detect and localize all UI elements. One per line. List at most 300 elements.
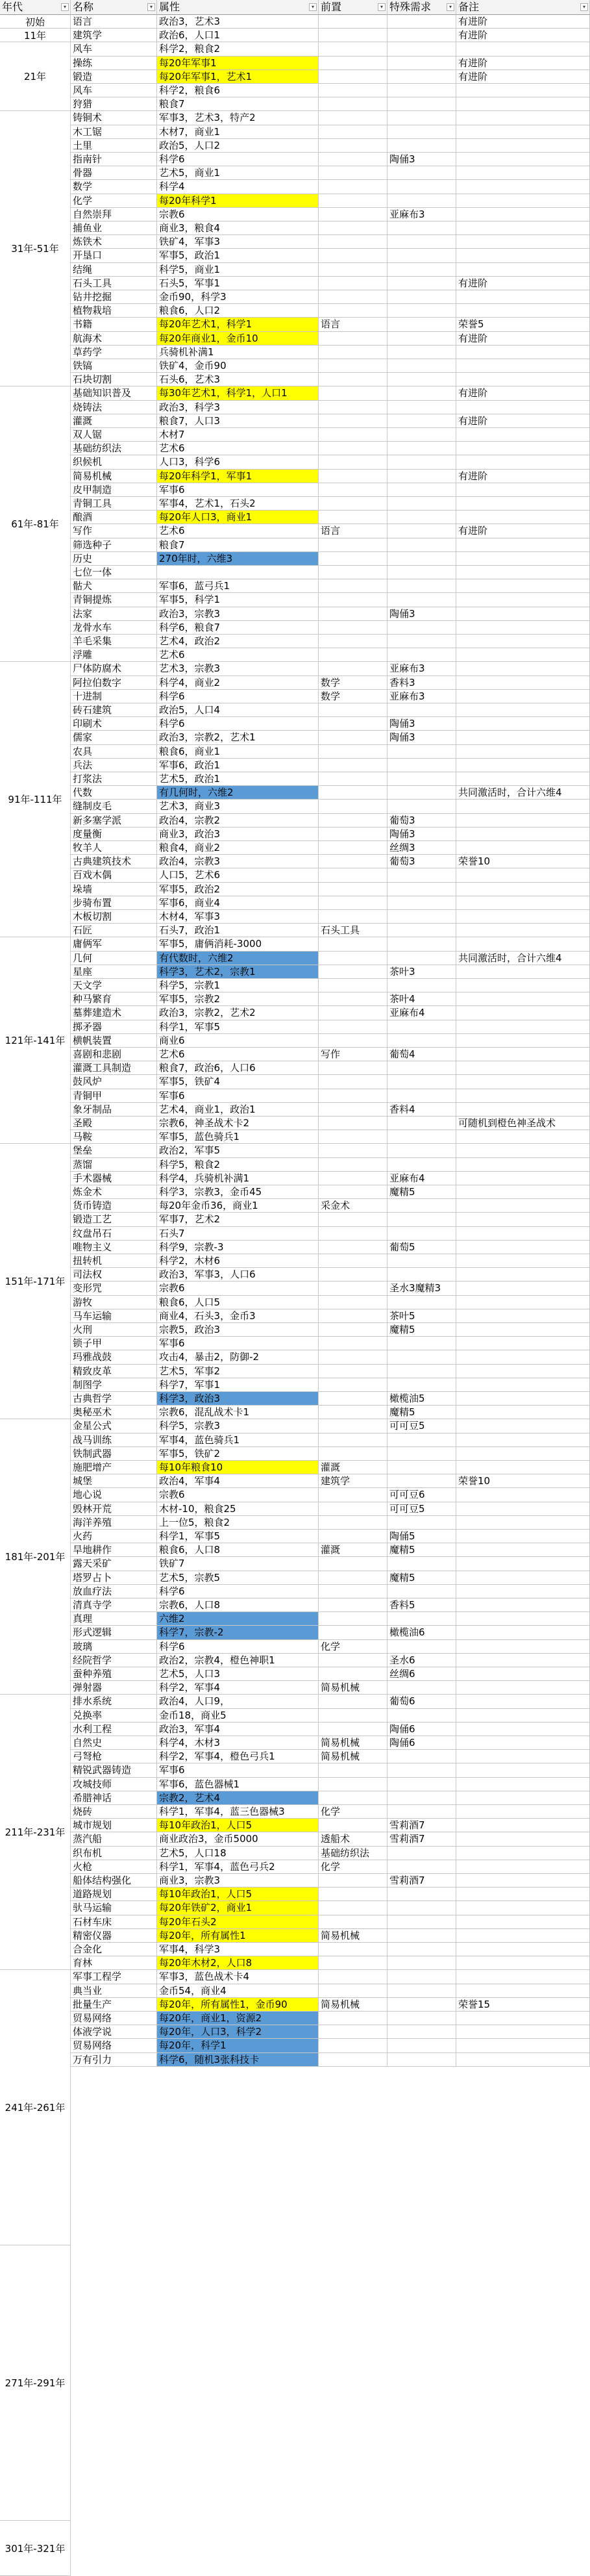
name-cell[interactable]: 清真寺学 [71, 1598, 157, 1612]
note-cell[interactable] [456, 1791, 590, 1805]
prerequisite-cell[interactable] [319, 263, 387, 277]
attribute-cell[interactable]: 每20年科学1，军事1 [157, 470, 319, 483]
attribute-cell[interactable]: 宗教6 [157, 208, 319, 221]
note-cell[interactable] [456, 538, 590, 552]
name-cell[interactable]: 放血疗法 [71, 1585, 157, 1598]
name-cell[interactable]: 玛雅战鼓 [71, 1350, 157, 1364]
name-cell[interactable]: 货币铸造 [71, 1199, 157, 1213]
name-cell[interactable]: 变形咒 [71, 1282, 157, 1295]
special-requirement-cell[interactable] [387, 800, 456, 813]
name-cell[interactable]: 皮甲制造 [71, 483, 157, 497]
name-cell[interactable]: 经院哲学 [71, 1654, 157, 1667]
note-cell[interactable] [456, 1350, 590, 1364]
note-cell[interactable] [456, 1571, 590, 1585]
prerequisite-cell[interactable] [319, 470, 387, 483]
special-requirement-cell[interactable]: 橄榄油5 [387, 1392, 456, 1406]
prerequisite-cell[interactable] [319, 111, 387, 125]
attribute-cell[interactable]: 科学2，木材6 [157, 1254, 319, 1268]
special-requirement-cell[interactable] [387, 346, 456, 359]
attribute-cell[interactable]: 每20年铁矿2，商业1 [157, 1901, 319, 1915]
prerequisite-cell[interactable] [319, 97, 387, 111]
attribute-cell[interactable]: 金币18，商业5 [157, 1709, 319, 1723]
attribute-cell[interactable]: 政治5，人口4 [157, 703, 319, 717]
name-cell[interactable]: 锻造 [71, 70, 157, 84]
special-requirement-cell[interactable] [387, 924, 456, 937]
attribute-cell[interactable]: 军事6，政治1 [157, 759, 319, 772]
note-cell[interactable] [456, 1888, 590, 1901]
header-era[interactable] [0, 0, 71, 15]
attribute-cell[interactable]: 科学5，粮食2 [157, 1158, 319, 1172]
attribute-cell[interactable]: 军事6，蓝色器械1 [157, 1778, 319, 1791]
prerequisite-cell[interactable]: 数学 [319, 676, 387, 690]
special-requirement-cell[interactable] [387, 772, 456, 786]
special-requirement-cell[interactable] [387, 70, 456, 84]
note-cell[interactable] [456, 180, 590, 194]
special-requirement-cell[interactable] [387, 703, 456, 717]
attribute-cell[interactable]: 每20年金币36，商业1 [157, 1199, 319, 1213]
note-cell[interactable] [456, 648, 590, 662]
prerequisite-cell[interactable] [319, 1103, 387, 1117]
note-cell[interactable] [456, 1406, 590, 1419]
prerequisite-cell[interactable] [319, 166, 387, 180]
prerequisite-cell[interactable] [319, 511, 387, 524]
special-requirement-cell[interactable] [387, 57, 456, 70]
attribute-cell[interactable]: 政治3，艺术3 [157, 15, 319, 29]
prerequisite-cell[interactable] [319, 1227, 387, 1241]
prerequisite-cell[interactable]: 写作 [319, 1048, 387, 1061]
prerequisite-cell[interactable] [319, 1502, 387, 1516]
name-cell[interactable]: 玻璃 [71, 1640, 157, 1654]
special-requirement-cell[interactable] [387, 579, 456, 593]
special-requirement-cell[interactable]: 香料5 [387, 1598, 456, 1612]
attribute-cell[interactable]: 宗教6，混乱战术卡1 [157, 1406, 319, 1419]
note-cell[interactable] [456, 607, 590, 621]
era-cell[interactable]: 初始 [0, 15, 71, 29]
name-cell[interactable]: 羊毛采集 [71, 635, 157, 648]
special-requirement-cell[interactable] [387, 304, 456, 318]
note-cell[interactable] [456, 1778, 590, 1791]
note-cell[interactable] [456, 483, 590, 497]
name-cell[interactable]: 战马训练 [71, 1433, 157, 1447]
prerequisite-cell[interactable]: 化学 [319, 1805, 387, 1819]
name-cell[interactable]: 结绳 [71, 263, 157, 277]
prerequisite-cell[interactable]: 化学 [319, 1860, 387, 1874]
special-requirement-cell[interactable]: 葡萄6 [387, 1695, 456, 1708]
prerequisite-cell[interactable] [319, 1915, 387, 1929]
prerequisite-cell[interactable] [319, 194, 387, 208]
special-requirement-cell[interactable] [387, 538, 456, 552]
special-requirement-cell[interactable] [387, 1158, 456, 1172]
prerequisite-cell[interactable] [319, 483, 387, 497]
prerequisite-cell[interactable] [319, 868, 387, 882]
name-cell[interactable]: 军事工程学 [71, 1970, 157, 1984]
note-cell[interactable] [456, 1763, 590, 1777]
special-requirement-cell[interactable] [387, 125, 456, 139]
filter-dropdown-icon[interactable]: ▾ [580, 3, 588, 11]
special-requirement-cell[interactable] [387, 414, 456, 428]
attribute-cell[interactable]: 军事4，蓝色骑兵1 [157, 1433, 319, 1447]
special-requirement-cell[interactable]: 茶叶3 [387, 965, 456, 979]
attribute-cell[interactable]: 政治2，军事5 [157, 1144, 319, 1157]
prerequisite-cell[interactable] [319, 635, 387, 648]
attribute-cell[interactable]: 科学6，粮食7 [157, 621, 319, 635]
name-cell[interactable]: 新多塞学派 [71, 814, 157, 827]
attribute-cell[interactable]: 粮食4，商业2 [157, 841, 319, 855]
prerequisite-cell[interactable]: 化学 [319, 1640, 387, 1654]
attribute-cell[interactable]: 每20年军事1，艺术1 [157, 70, 319, 84]
note-cell[interactable] [456, 1378, 590, 1392]
prerequisite-cell[interactable]: 石头工具 [319, 924, 387, 937]
attribute-cell[interactable]: 科学1，军事5 [157, 1020, 319, 1034]
prerequisite-cell[interactable] [319, 401, 387, 414]
attribute-cell[interactable]: 科学4，兵骑机补满1 [157, 1172, 319, 1185]
special-requirement-cell[interactable] [387, 1020, 456, 1034]
special-requirement-cell[interactable] [387, 1915, 456, 1929]
name-cell[interactable]: 筛选种子 [71, 538, 157, 552]
special-requirement-cell[interactable] [387, 1778, 456, 1791]
attribute-cell[interactable]: 宗教6 [157, 1282, 319, 1295]
note-cell[interactable] [456, 1323, 590, 1337]
name-cell[interactable]: 灌溉 [71, 414, 157, 428]
attribute-cell[interactable]: 科学4，商业2 [157, 676, 319, 690]
attribute-cell[interactable]: 科学6 [157, 717, 319, 731]
prerequisite-cell[interactable] [319, 15, 387, 29]
special-requirement-cell[interactable] [387, 442, 456, 455]
prerequisite-cell[interactable] [319, 125, 387, 139]
note-cell[interactable] [456, 717, 590, 731]
name-cell[interactable]: 七位一体 [71, 566, 157, 579]
attribute-cell[interactable]: 科学1，军事4，蓝三色器械3 [157, 1805, 319, 1819]
special-requirement-cell[interactable]: 可可豆5 [387, 1419, 456, 1433]
special-requirement-cell[interactable] [387, 1585, 456, 1598]
prerequisite-cell[interactable] [319, 42, 387, 56]
name-cell[interactable]: 锻造工艺 [71, 1213, 157, 1226]
name-cell[interactable]: 基础知识普及 [71, 386, 157, 400]
name-cell[interactable]: 尸体防腐术 [71, 662, 157, 676]
note-cell[interactable] [456, 1020, 590, 1034]
attribute-cell[interactable]: 政治4，宗教2 [157, 814, 319, 827]
prerequisite-cell[interactable] [319, 2025, 387, 2039]
special-requirement-cell[interactable] [387, 2025, 456, 2039]
name-cell[interactable]: 石材车床 [71, 1915, 157, 1929]
note-cell[interactable] [456, 745, 590, 759]
prerequisite-cell[interactable] [319, 455, 387, 469]
prerequisite-cell[interactable] [319, 2053, 387, 2067]
note-cell[interactable] [456, 511, 590, 524]
special-requirement-cell[interactable] [387, 635, 456, 648]
note-cell[interactable] [456, 346, 590, 359]
name-cell[interactable]: 自然史 [71, 1736, 157, 1750]
prerequisite-cell[interactable] [319, 841, 387, 855]
name-cell[interactable]: 城市规划 [71, 1819, 157, 1832]
attribute-cell[interactable]: 政治3，科学3 [157, 401, 319, 414]
special-requirement-cell[interactable]: 圣水3魔精3 [387, 1282, 456, 1295]
attribute-cell[interactable]: 科学6 [157, 1640, 319, 1654]
special-requirement-cell[interactable] [387, 621, 456, 635]
special-requirement-cell[interactable] [387, 249, 456, 262]
special-requirement-cell[interactable]: 亚麻布3 [387, 662, 456, 676]
name-cell[interactable]: 毁林开荒 [71, 1502, 157, 1516]
prerequisite-cell[interactable] [319, 235, 387, 249]
name-cell[interactable]: 龙骨水车 [71, 621, 157, 635]
special-requirement-cell[interactable] [387, 455, 456, 469]
prerequisite-cell[interactable] [319, 1185, 387, 1199]
attribute-cell[interactable]: 粮食7，政治6，人口6 [157, 1061, 319, 1075]
attribute-cell[interactable]: 石头7 [157, 1227, 319, 1241]
prerequisite-cell[interactable]: 基础纺织法 [319, 1847, 387, 1860]
special-requirement-cell[interactable] [387, 1709, 456, 1723]
name-cell[interactable]: 锁子甲 [71, 1337, 157, 1350]
prerequisite-cell[interactable] [319, 84, 387, 97]
name-cell[interactable]: 纹盘吊石 [71, 1227, 157, 1241]
attribute-cell[interactable]: 军事6，商业4 [157, 896, 319, 910]
special-requirement-cell[interactable] [387, 15, 456, 29]
attribute-cell[interactable]: 每20年商业1，金币10 [157, 332, 319, 346]
era-cell[interactable]: 211年-231年 [0, 1695, 71, 1970]
special-requirement-cell[interactable]: 葡萄4 [387, 1048, 456, 1061]
note-cell[interactable] [456, 455, 590, 469]
prerequisite-cell[interactable] [319, 428, 387, 442]
special-requirement-cell[interactable]: 亚麻布3 [387, 208, 456, 221]
name-cell[interactable]: 弓弩枪 [71, 1750, 157, 1763]
note-cell[interactable] [456, 194, 590, 208]
name-cell[interactable]: 贸易网络 [71, 2012, 157, 2025]
attribute-cell[interactable]: 艺术6 [157, 648, 319, 662]
note-cell[interactable] [456, 1488, 590, 1502]
note-cell[interactable] [456, 1943, 590, 1956]
prerequisite-cell[interactable] [319, 1585, 387, 1598]
attribute-cell[interactable]: 商业3，政治3 [157, 827, 319, 841]
name-cell[interactable]: 炼金术 [71, 1185, 157, 1199]
note-cell[interactable] [456, 221, 590, 235]
note-cell[interactable] [456, 1447, 590, 1461]
note-cell[interactable] [456, 42, 590, 56]
prerequisite-cell[interactable] [319, 979, 387, 992]
name-cell[interactable]: 海洋养殖 [71, 1516, 157, 1530]
name-cell[interactable]: 建筑学 [71, 29, 157, 42]
prerequisite-cell[interactable] [319, 772, 387, 786]
name-cell[interactable]: 铸铜术 [71, 111, 157, 125]
attribute-cell[interactable]: 军事5，政治2 [157, 883, 319, 896]
prerequisite-cell[interactable] [319, 1488, 387, 1502]
prerequisite-cell[interactable] [319, 1571, 387, 1585]
prerequisite-cell[interactable]: 建筑学 [319, 1474, 387, 1488]
era-cell[interactable]: 151年-171年 [0, 1144, 71, 1419]
name-cell[interactable]: 奥秘巫术 [71, 1406, 157, 1419]
prerequisite-cell[interactable] [319, 1557, 387, 1571]
note-cell[interactable] [456, 1296, 590, 1309]
special-requirement-cell[interactable] [387, 759, 456, 772]
note-cell[interactable] [456, 290, 590, 304]
note-cell[interactable] [456, 1075, 590, 1089]
name-cell[interactable]: 石头工具 [71, 277, 157, 290]
attribute-cell[interactable]: 科学4，木材3 [157, 1736, 319, 1750]
attribute-cell[interactable]: 粮食6，人口5 [157, 1296, 319, 1309]
attribute-cell[interactable]: 军事6 [157, 483, 319, 497]
note-cell[interactable] [456, 621, 590, 635]
era-cell[interactable]: 121年-141年 [0, 937, 71, 1144]
name-cell[interactable]: 书籍 [71, 318, 157, 331]
prerequisite-cell[interactable] [319, 1516, 387, 1530]
prerequisite-cell[interactable] [319, 346, 387, 359]
note-cell[interactable] [456, 1626, 590, 1639]
special-requirement-cell[interactable]: 魔精5 [387, 1543, 456, 1557]
note-cell[interactable] [456, 800, 590, 813]
name-cell[interactable]: 烧砖 [71, 1805, 157, 1819]
attribute-cell[interactable]: 军事5，蓝色骑兵1 [157, 1130, 319, 1144]
attribute-cell[interactable]: 每20年石头2 [157, 1915, 319, 1929]
prerequisite-cell[interactable] [319, 786, 387, 800]
note-cell[interactable] [456, 1681, 590, 1695]
prerequisite-cell[interactable] [319, 1695, 387, 1708]
prerequisite-cell[interactable] [319, 1006, 387, 1020]
attribute-cell[interactable]: 艺术3，宗教3 [157, 662, 319, 676]
prerequisite-cell[interactable] [319, 566, 387, 579]
special-requirement-cell[interactable] [387, 1268, 456, 1282]
note-cell[interactable] [456, 566, 590, 579]
name-cell[interactable]: 堡垒 [71, 1144, 157, 1157]
prerequisite-cell[interactable] [319, 249, 387, 262]
name-cell[interactable]: 地心说 [71, 1488, 157, 1502]
name-cell[interactable]: 砖石建筑 [71, 703, 157, 717]
attribute-cell[interactable]: 每30年艺术1，科学1，人口1 [157, 386, 319, 400]
name-cell[interactable]: 施肥增产 [71, 1461, 157, 1474]
name-cell[interactable]: 鼓风炉 [71, 1075, 157, 1089]
special-requirement-cell[interactable]: 陶俑6 [387, 1736, 456, 1750]
name-cell[interactable]: 露天采矿 [71, 1557, 157, 1571]
name-cell[interactable]: 精密仪器 [71, 1929, 157, 1943]
prerequisite-cell[interactable]: 语言 [319, 318, 387, 331]
note-cell[interactable] [456, 690, 590, 703]
special-requirement-cell[interactable]: 魔精5 [387, 1323, 456, 1337]
special-requirement-cell[interactable] [387, 511, 456, 524]
note-cell[interactable] [456, 1006, 590, 1020]
name-cell[interactable]: 打浆法 [71, 772, 157, 786]
special-requirement-cell[interactable] [387, 1365, 456, 1378]
note-cell[interactable] [456, 1832, 590, 1846]
prerequisite-cell[interactable] [319, 1763, 387, 1777]
prerequisite-cell[interactable] [319, 552, 387, 566]
attribute-cell[interactable]: 艺术5，军事2 [157, 1365, 319, 1378]
attribute-cell[interactable]: 军事5，宗教2 [157, 992, 319, 1006]
note-cell[interactable]: 荣誉10 [456, 1474, 590, 1488]
filter-dropdown-icon[interactable]: ▾ [378, 3, 386, 11]
prerequisite-cell[interactable] [319, 952, 387, 965]
note-cell[interactable]: 有进阶 [456, 57, 590, 70]
filter-dropdown-icon[interactable]: ▾ [447, 3, 454, 11]
note-cell[interactable] [456, 1709, 590, 1723]
attribute-cell[interactable]: 科学2，粮食6 [157, 84, 319, 97]
special-requirement-cell[interactable] [387, 1929, 456, 1943]
name-cell[interactable]: 植物栽培 [71, 304, 157, 318]
prerequisite-cell[interactable]: 简易机械 [319, 1681, 387, 1695]
attribute-cell[interactable]: 军事5，庸俩消耗-3000 [157, 937, 319, 951]
header-special-requirement[interactable] [387, 0, 456, 15]
attribute-cell[interactable]: 艺术5，人口3 [157, 1667, 319, 1681]
prerequisite-cell[interactable] [319, 1158, 387, 1172]
special-requirement-cell[interactable]: 茶叶5 [387, 1309, 456, 1323]
attribute-cell[interactable]: 军事5，铁矿2 [157, 1447, 319, 1461]
attribute-cell[interactable]: 科学6 [157, 153, 319, 166]
prerequisite-cell[interactable] [319, 1282, 387, 1295]
prerequisite-cell[interactable] [319, 277, 387, 290]
attribute-cell[interactable]: 270年时，六维3 [157, 552, 319, 566]
prerequisite-cell[interactable] [319, 1778, 387, 1791]
special-requirement-cell[interactable] [387, 277, 456, 290]
note-cell[interactable] [456, 1516, 590, 1530]
attribute-cell[interactable]: 有代数时，六维2 [157, 952, 319, 965]
special-requirement-cell[interactable] [387, 1461, 456, 1474]
note-cell[interactable]: 有进阶 [456, 470, 590, 483]
prerequisite-cell[interactable] [319, 1956, 387, 1970]
attribute-cell[interactable]: 军事7，艺术2 [157, 1213, 319, 1226]
name-cell[interactable]: 烧铸法 [71, 401, 157, 414]
special-requirement-cell[interactable] [387, 194, 456, 208]
name-cell[interactable]: 天文学 [71, 979, 157, 992]
name-cell[interactable]: 石匠 [71, 924, 157, 937]
special-requirement-cell[interactable] [387, 1447, 456, 1461]
special-requirement-cell[interactable]: 丝绸6 [387, 1667, 456, 1681]
prerequisite-cell[interactable] [319, 70, 387, 84]
name-cell[interactable]: 度量衡 [71, 827, 157, 841]
name-cell[interactable]: 青铜提炼 [71, 593, 157, 607]
prerequisite-cell[interactable] [319, 814, 387, 827]
attribute-cell[interactable]: 石头5，军事1 [157, 277, 319, 290]
name-cell[interactable]: 体液学说 [71, 2025, 157, 2039]
attribute-cell[interactable]: 木材7，商业1 [157, 125, 319, 139]
name-cell[interactable]: 狩猎 [71, 97, 157, 111]
special-requirement-cell[interactable] [387, 318, 456, 331]
prerequisite-cell[interactable]: 简易机械 [319, 1736, 387, 1750]
special-requirement-cell[interactable]: 茶叶4 [387, 992, 456, 1006]
prerequisite-cell[interactable] [319, 1654, 387, 1667]
name-cell[interactable]: 塔罗占卜 [71, 1571, 157, 1585]
special-requirement-cell[interactable] [387, 1130, 456, 1144]
note-cell[interactable] [456, 1199, 590, 1213]
attribute-cell[interactable]: 木材-10，粮食25 [157, 1502, 319, 1516]
name-cell[interactable]: 缝制皮毛 [71, 800, 157, 813]
note-cell[interactable] [456, 1034, 590, 1048]
attribute-cell[interactable]: 木材7 [157, 428, 319, 442]
note-cell[interactable] [456, 125, 590, 139]
name-cell[interactable]: 双人锯 [71, 428, 157, 442]
attribute-cell[interactable]: 宗教6，人口8 [157, 1598, 319, 1612]
special-requirement-cell[interactable] [387, 470, 456, 483]
attribute-cell[interactable]: 宗教6，神圣战术卡2 [157, 1117, 319, 1130]
note-cell[interactable] [456, 1419, 590, 1433]
note-cell[interactable] [456, 304, 590, 318]
prerequisite-cell[interactable] [319, 1268, 387, 1282]
prerequisite-cell[interactable] [319, 1447, 387, 1461]
attribute-cell[interactable]: 六维2 [157, 1612, 319, 1626]
special-requirement-cell[interactable] [387, 1199, 456, 1213]
attribute-cell[interactable]: 艺术6 [157, 442, 319, 455]
note-cell[interactable]: 有进阶 [456, 15, 590, 29]
special-requirement-cell[interactable]: 陶俑3 [387, 153, 456, 166]
attribute-cell[interactable]: 军事5，政治1 [157, 249, 319, 262]
prerequisite-cell[interactable] [319, 1296, 387, 1309]
attribute-cell[interactable]: 粮食6，人口2 [157, 304, 319, 318]
name-cell[interactable]: 语言 [71, 15, 157, 29]
prerequisite-cell[interactable] [319, 1667, 387, 1681]
prerequisite-cell[interactable] [319, 1254, 387, 1268]
special-requirement-cell[interactable]: 可可豆6 [387, 1488, 456, 1502]
special-requirement-cell[interactable] [387, 1970, 456, 1984]
special-requirement-cell[interactable] [387, 552, 456, 566]
special-requirement-cell[interactable]: 葡萄3 [387, 814, 456, 827]
name-cell[interactable]: 真理 [71, 1612, 157, 1626]
special-requirement-cell[interactable] [387, 786, 456, 800]
